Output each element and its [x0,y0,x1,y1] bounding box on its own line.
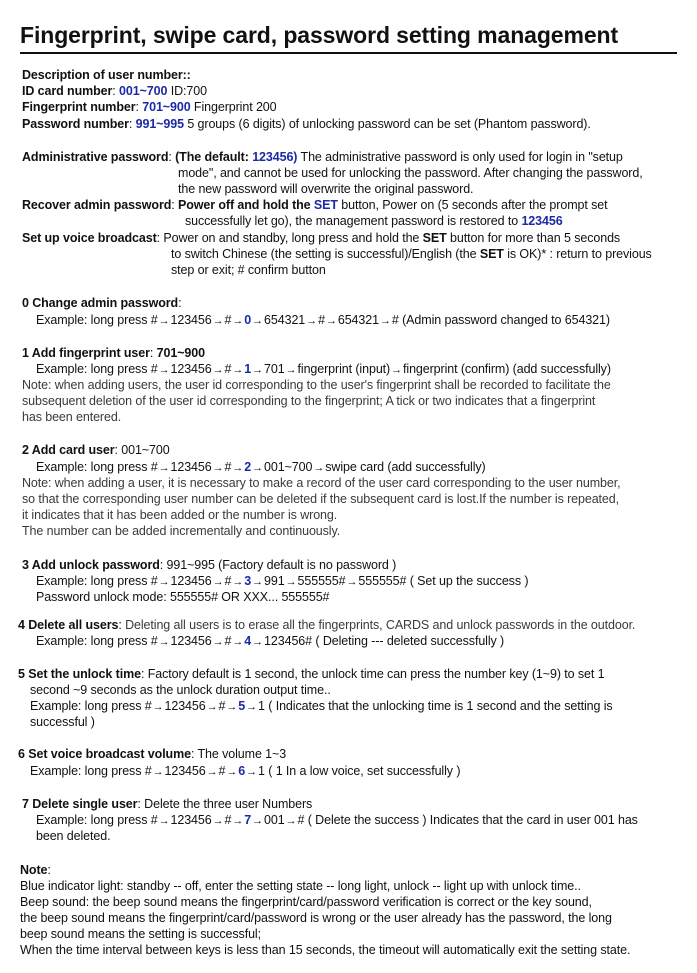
note-line1: Blue indicator light: standby -- off, enter the setting state -- long light, unlock -- light up with unlock time.. [20,879,581,893]
section-1-note-line1: Note: when adding users, the user id corresponding to the user's fingerprint shall be recorded to facilitate the [22,378,611,392]
admin-password-line2: mode", and cannot be used for unlocking the password. After changing the password, [178,166,643,180]
section-3-unlock-mode: Password unlock mode: 555555# OR XXX... 555555# [36,590,330,604]
admin-password-line3: the new password will overwrite the original password. [178,182,474,196]
section-7-example: Example: long press #→123456→#→7→001→# ( Delete the success ) Indicates that the card in user 001 has [36,813,638,827]
section-2-heading: 2 Add card user: 001~700 [22,443,170,457]
section-6-heading: 6 Set voice broadcast volume: The volume 1~3 [18,747,287,761]
section-4-example: Example: long press #→123456→#→4→123456# ( Deleting --- deleted successfully ) [36,634,505,648]
voice-broadcast-line1: Set up voice broadcast: Power on and standby, long press and hold the SET button for more than 5 seconds [22,231,621,245]
section-1-heading: 1 Add fingerprint user: 701~900 [22,346,205,360]
section-6-example: Example: long press #→123456→#→6→1 ( 1 In a low voice, set successfully ) [30,764,461,778]
section-7-heading: 7 Delete single user: Delete the three user Numbers [22,797,313,811]
section-5-example-line2: successful ) [30,715,95,729]
section-0-example: Example: long press #→123456→#→0→654321→#→654321→# (Admin password changed to 654321) [36,313,610,327]
voice-broadcast-line2: to switch Chinese (the setting is successful)/English (the SET is OK)* : return to previous [171,247,652,261]
note-line3: the beep sound means the fingerprint/card/password is wrong or the user already has the password, the long [20,911,612,925]
page-title: Fingerprint, swipe card, password setting management [20,22,619,48]
section-2-note-line4: The number can be added incrementally and continuously. [22,524,341,538]
section-3-heading: 3 Add unlock password: 991~995 (Factory default is no password ) [22,558,397,572]
recover-password-line2: successfully let go), the management password is restored to 123456 [185,214,563,228]
fingerprint-number-line: Fingerprint number: 701~900 Fingerprint 200 [22,100,277,114]
title-underline [20,52,677,54]
section-1-example: Example: long press #→123456→#→1→701→fingerprint (input)→fingerprint (confirm) (add successfully) [36,362,611,376]
section-5-desc-line2: second ~9 seconds as the unlock duration output time.. [30,683,331,697]
section-7-example-line2: been deleted. [36,829,111,843]
recover-password-line1: Recover admin password: Power off and hold the SET button, Power on (5 seconds after the prompt set [22,198,608,212]
section-2-note-line3: it indicates that it has been added or the number is wrong. [22,508,338,522]
section-4-heading: 4 Delete all users: Deleting all users is to erase all the fingerprints, CARDS and unlock passwords in the outdoor. [18,618,636,632]
section-1-note-line3: has been entered. [22,410,122,424]
section-5-example: Example: long press #→123456→#→5→1 ( Indicates that the unlocking time is 1 second and the setting is [30,699,613,713]
section-2-example: Example: long press #→123456→#→2→001~700→swipe card (add successfully) [36,460,486,474]
voice-broadcast-line3: step or exit; # confirm button [171,263,326,277]
admin-password-line1: Administrative password: (The default: 123456) The administrative password is only used for login in "setup [22,150,623,164]
section-1-note-line2: subsequent deletion of the user id corresponding to the fingerprint; A tick or two indicates that a fingerprint [22,394,596,408]
section-2-note-line1: Note: when adding a user, it is necessary to make a record of the user card corresponding to the user number, [22,476,621,490]
note-line2: Beep sound: the beep sound means the fingerprint/card/password verification is correct or the key sound, [20,895,592,909]
desc-heading: Description of user number:: [22,68,191,82]
section-2-note-line2: so that the corresponding user number can be deleted if the subsequent card is lost.If the number is repeated, [22,492,620,506]
note-line5: When the time interval between keys is less than 15 seconds, the timeout will automatically exit the setting state. [20,943,631,957]
section-0-heading: 0 Change admin password: [22,296,182,310]
note-line4: beep sound means the setting is successful; [20,927,261,941]
password-number-line: Password number: 991~995 5 groups (6 digits) of unlocking password can be set (Phantom password). [22,117,591,131]
section-3-example: Example: long press #→123456→#→3→991→555555#→555555# ( Set up the success ) [36,574,529,588]
note-heading: Note: [20,863,51,877]
id-card-line: ID card number: 001~700 ID:700 [22,84,207,98]
section-5-heading: 5 Set the unlock time: Factory default is 1 second, the unlock time can press the number key (1~9) to set 1 [18,667,605,681]
